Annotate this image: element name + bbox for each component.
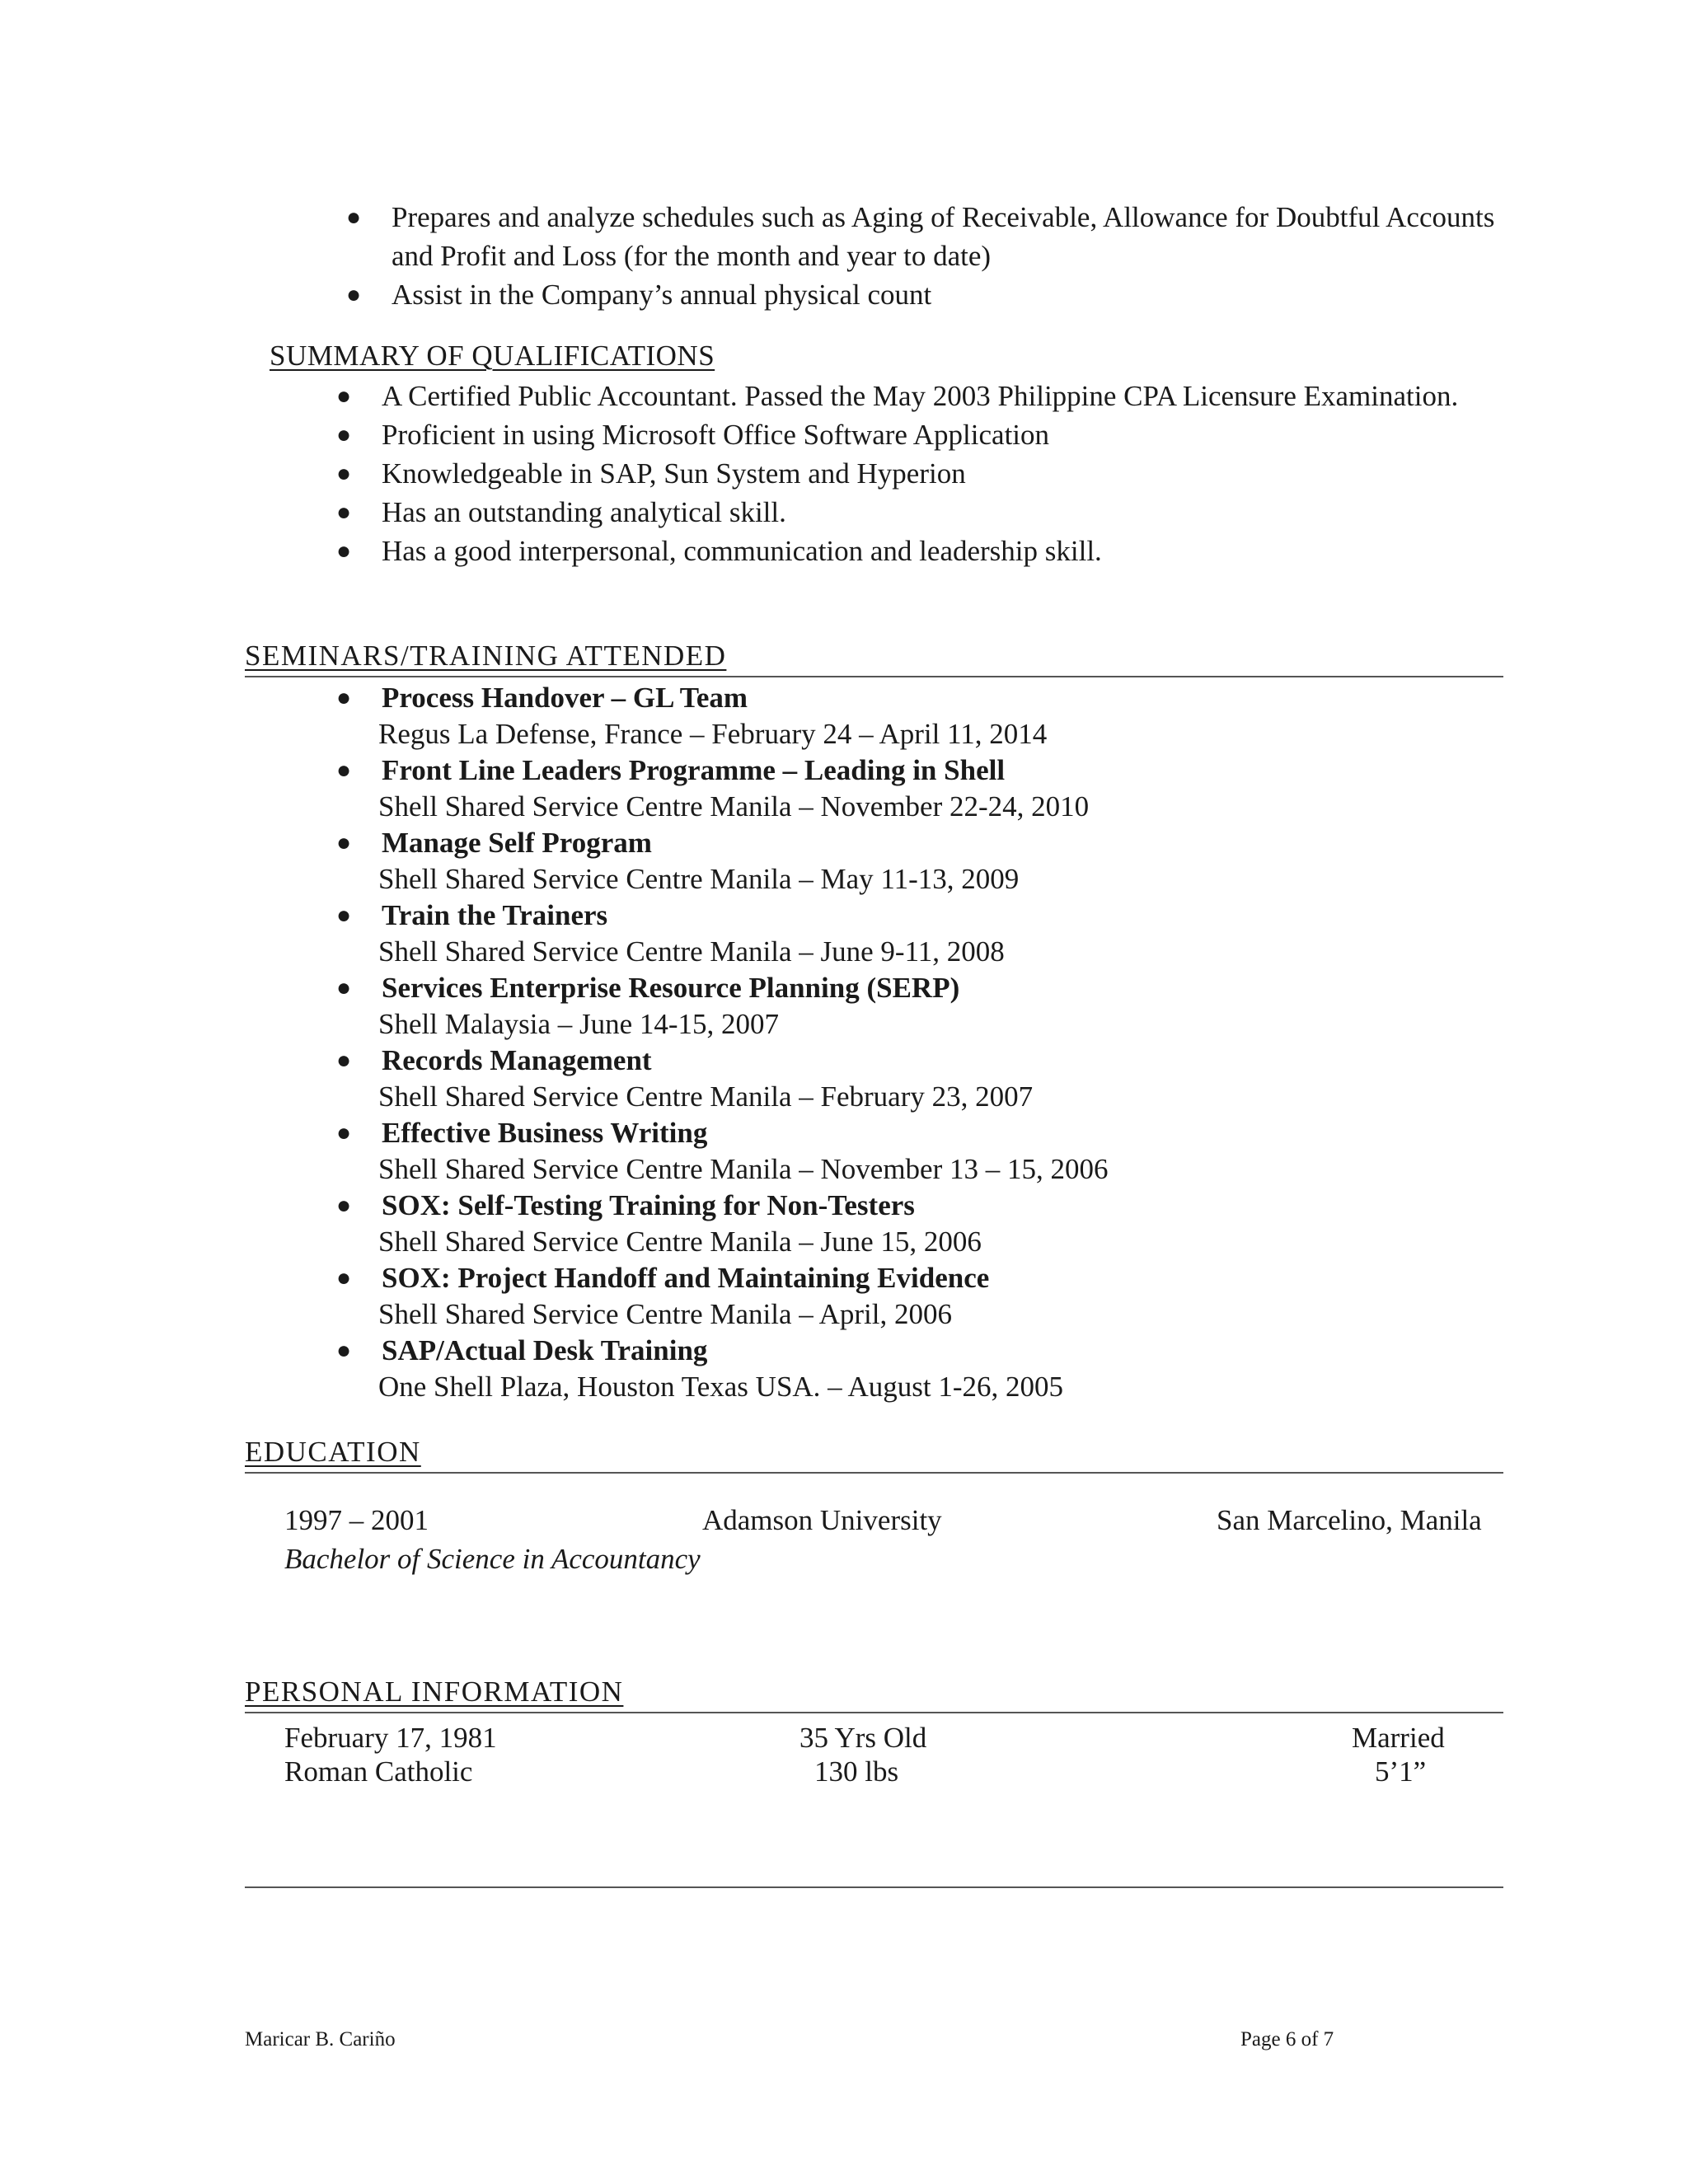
list-item bbox=[336, 532, 1536, 570]
bullet-icon: ● bbox=[336, 499, 352, 526]
list-item bbox=[336, 377, 1536, 415]
job-responsibilities-list bbox=[346, 198, 1512, 314]
education-degree: Bachelor of Science in Accountancy bbox=[284, 1543, 701, 1575]
bullet-icon: ● bbox=[336, 1047, 352, 1074]
education-years: 1997 – 2001 bbox=[284, 1504, 429, 1536]
qualification-text: A Certified Public Accountant. Passed the May 2003 Philippine CPA Licensure Examination. bbox=[382, 380, 1459, 412]
personal-heading: PERSONAL INFORMATION bbox=[245, 1675, 624, 1708]
job-bullet-text: Assist in the Company’s annual physical count bbox=[392, 279, 932, 311]
seminar-title: SAP/Actual Desk Training bbox=[382, 1334, 708, 1366]
list-item bbox=[336, 897, 1503, 969]
section-divider bbox=[245, 676, 1503, 677]
education-location: San Marcelino, Manila bbox=[1217, 1504, 1482, 1536]
list-item bbox=[336, 1332, 1503, 1404]
seminar-detail: Shell Shared Service Centre Manila – April, 2006 bbox=[378, 1298, 952, 1330]
bullet-icon: ● bbox=[346, 281, 362, 308]
seminar-detail: Shell Shared Service Centre Manila – June 9-11, 2008 bbox=[378, 935, 1005, 968]
list-item bbox=[336, 752, 1503, 824]
seminar-detail: Shell Malaysia – June 14-15, 2007 bbox=[378, 1008, 780, 1040]
seminar-title: SOX: Project Handoff and Maintaining Evidence bbox=[382, 1262, 990, 1294]
bullet-icon: ● bbox=[336, 537, 352, 565]
seminars-list bbox=[336, 679, 1503, 1404]
qualifications-list bbox=[336, 377, 1536, 570]
section-divider bbox=[245, 1712, 1503, 1713]
list-item bbox=[336, 1187, 1503, 1259]
bullet-icon: ● bbox=[336, 684, 352, 711]
seminar-detail: Shell Shared Service Centre Manila – November 22-24, 2010 bbox=[378, 790, 1090, 823]
personal-height: 5’1” bbox=[1375, 1755, 1427, 1788]
personal-religion: Roman Catholic bbox=[284, 1755, 473, 1788]
seminar-detail: Shell Shared Service Centre Manila – June 15, 2006 bbox=[378, 1226, 982, 1258]
seminar-title: Services Enterprise Resource Planning (SERP) bbox=[382, 972, 960, 1004]
personal-birthdate: February 17, 1981 bbox=[284, 1722, 497, 1754]
seminar-title: SOX: Self-Testing Training for Non-Testers bbox=[382, 1189, 915, 1221]
qualification-text: Has a good interpersonal, communication and leadership skill. bbox=[382, 535, 1102, 567]
personal-age: 35 Yrs Old bbox=[799, 1722, 927, 1754]
bullet-icon: ● bbox=[336, 902, 352, 929]
seminar-title: Records Management bbox=[382, 1044, 652, 1076]
seminar-detail: Shell Shared Service Centre Manila – May 11-13, 2009 bbox=[378, 863, 1020, 895]
bottom-divider bbox=[245, 1886, 1503, 1888]
qualification-text: Knowledgeable in SAP, Sun System and Hyperion bbox=[382, 457, 966, 490]
bullet-icon: ● bbox=[336, 1119, 352, 1146]
seminar-title: Front Line Leaders Programme – Leading in Shell bbox=[382, 754, 1006, 786]
list-item bbox=[336, 1114, 1503, 1187]
list-item bbox=[336, 679, 1503, 752]
list-item bbox=[336, 415, 1536, 454]
seminar-detail: Regus La Defense, France – February 24 – April 11, 2014 bbox=[378, 718, 1048, 750]
qualification-text: Proficient in using Microsoft Office Software Application bbox=[382, 419, 1050, 451]
bullet-icon: ● bbox=[336, 382, 352, 410]
list-item bbox=[336, 493, 1536, 532]
seminar-title: Train the Trainers bbox=[382, 899, 608, 931]
list-item bbox=[346, 198, 1512, 275]
seminar-title: Effective Business Writing bbox=[382, 1117, 708, 1149]
bullet-icon: ● bbox=[336, 1264, 352, 1291]
seminar-title: Process Handover – GL Team bbox=[382, 682, 748, 714]
personal-status: Married bbox=[1352, 1722, 1445, 1754]
education-heading: EDUCATION bbox=[245, 1436, 421, 1468]
bullet-icon: ● bbox=[346, 204, 362, 231]
qualification-text: Has an outstanding analytical skill. bbox=[382, 496, 786, 528]
section-divider bbox=[245, 1472, 1503, 1474]
seminar-detail: One Shell Plaza, Houston Texas USA. – August 1-26, 2005 bbox=[378, 1371, 1064, 1403]
list-item bbox=[336, 454, 1536, 493]
footer-name: Maricar B. Cariño bbox=[245, 2028, 396, 2050]
bullet-icon: ● bbox=[336, 1337, 352, 1364]
bullet-icon: ● bbox=[336, 460, 352, 487]
bullet-icon: ● bbox=[336, 757, 352, 784]
education-school: Adamson University bbox=[702, 1504, 942, 1536]
list-item bbox=[336, 969, 1503, 1042]
seminar-detail: Shell Shared Service Centre Manila – February 23, 2007 bbox=[378, 1080, 1034, 1113]
seminar-title: Manage Self Program bbox=[382, 827, 652, 859]
list-item bbox=[336, 1259, 1503, 1332]
footer-page-number: Page 6 of 7 bbox=[1240, 2028, 1334, 2050]
list-item bbox=[346, 275, 1512, 314]
personal-weight: 130 lbs bbox=[814, 1755, 899, 1788]
bullet-icon: ● bbox=[336, 829, 352, 856]
seminars-heading: SEMINARS/TRAINING ATTENDED bbox=[245, 640, 727, 672]
bullet-icon: ● bbox=[336, 974, 352, 1001]
job-bullet-text: Prepares and analyze schedules such as Aging of Receivable, Allowance for Doubtful Accounts and Profit and Loss (for the month and year to date) bbox=[392, 201, 1495, 272]
qualifications-heading: SUMMARY OF QUALIFICATIONS bbox=[270, 340, 715, 372]
seminar-detail: Shell Shared Service Centre Manila – November 13 – 15, 2006 bbox=[378, 1153, 1109, 1185]
list-item bbox=[336, 1042, 1503, 1114]
bullet-icon: ● bbox=[336, 421, 352, 448]
bullet-icon: ● bbox=[336, 1192, 352, 1219]
list-item bbox=[336, 824, 1503, 897]
